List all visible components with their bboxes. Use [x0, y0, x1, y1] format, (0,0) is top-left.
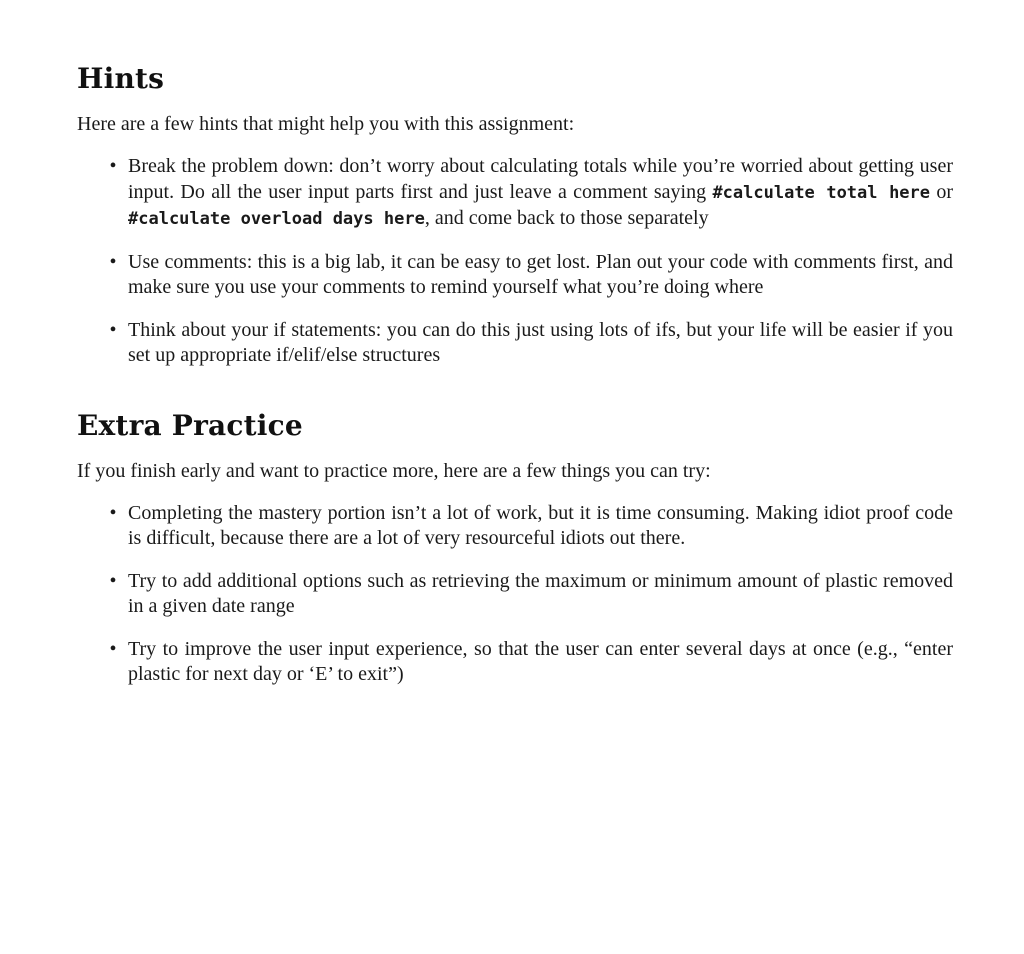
practice-text: Try to improve the user input experience, so that the user can enter several days at once (e.g., “enter plastic for next day or ‘E’ to exit”) — [128, 637, 953, 685]
list-item — [77, 154, 953, 233]
hint-text: Break the problem down: don’t worry about calculating totals while you’re worried about getting user input. Do all the user input parts first and just leave a comment saying — [128, 155, 953, 203]
hint-text: or — [930, 180, 953, 203]
bullet-icon: • — [109, 569, 117, 592]
extra-practice-intro: If you finish early and want to practice more, here are a few things you can try: — [77, 459, 711, 482]
hint-text: Use comments: this is a big lab, it can be easy to get lost. Plan out your code with comments first, and make sure you use your comments to remind yourself what you’re doing where — [128, 250, 953, 298]
bullet-icon: • — [109, 250, 117, 273]
hints-intro: Here are a few hints that might help you with this assignment: — [77, 113, 575, 135]
list-item — [77, 637, 953, 688]
list-item — [77, 318, 953, 369]
hint-text: , and come back to those separately — [424, 207, 709, 229]
document-page — [77, 0, 953, 688]
practice-text: Completing the mastery portion isn’t a lot of work, but it is time consuming. Making idiot proof code is difficult, because there are a lot of very resourceful idiots out there. — [128, 501, 953, 549]
code-snippet: #calculate overload days here — [128, 209, 425, 229]
code-snippet: #calculate total here — [712, 182, 931, 203]
hint-text: Think about your if statements: you can do this just using lots of ifs, but your life will be easier if you set up appropriate if/elif/else structures — [128, 318, 953, 366]
extra-practice-heading: Extra Practice — [77, 408, 303, 442]
hints-list — [77, 154, 953, 369]
bullet-icon: • — [109, 637, 117, 660]
bullet-icon: • — [109, 501, 117, 524]
bullet-icon: • — [109, 318, 117, 341]
list-item — [77, 250, 953, 301]
list-item — [77, 569, 953, 620]
extra-practice-list — [77, 501, 953, 688]
list-item — [77, 501, 953, 552]
hints-heading: Hints — [77, 62, 165, 95]
bullet-icon: • — [109, 155, 117, 177]
practice-text: Try to add additional options such as retrieving the maximum or minimum amount of plastic removed in a given date range — [128, 569, 953, 617]
